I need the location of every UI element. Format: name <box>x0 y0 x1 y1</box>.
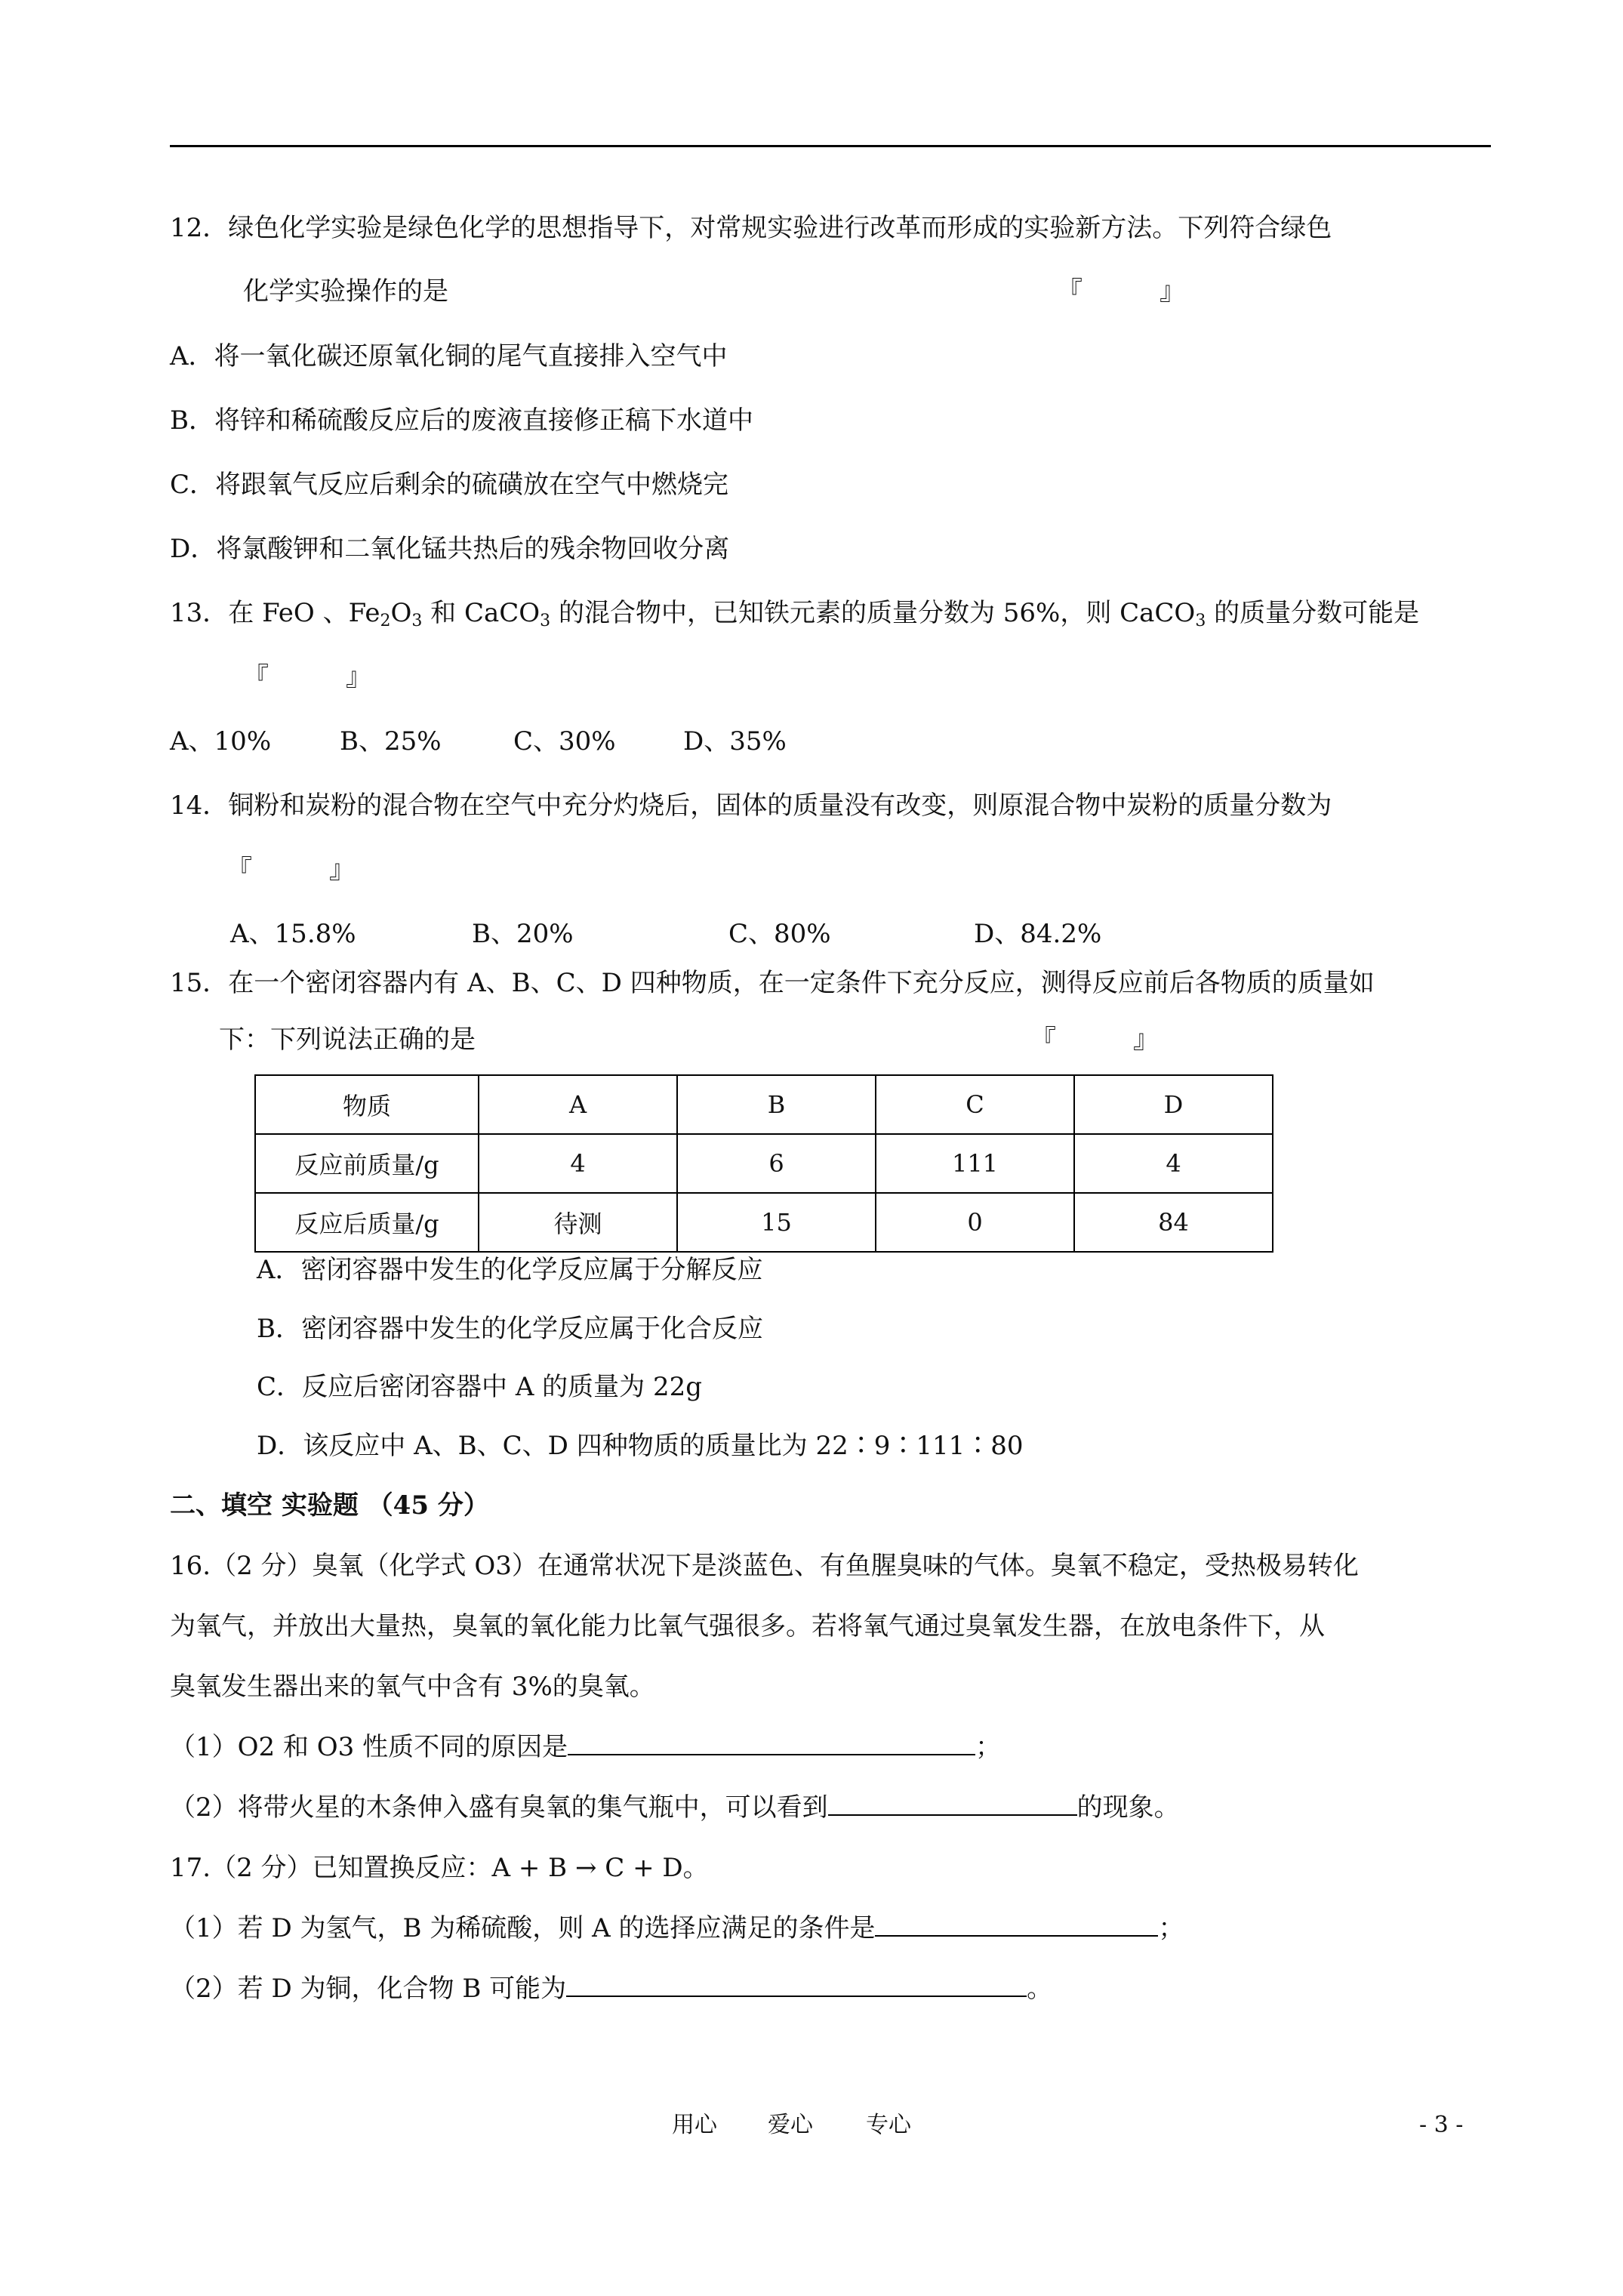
section-title: 二、填空 实验题 （45 分） <box>170 1490 489 1521</box>
q16-sub1: （1）O2 和 O3 性质不同的原因是 ； <box>170 1732 1002 1762</box>
q16-line1: 16.（2 分）臭氧（化学式 O3）在通常状况下是淡蓝色、有鱼腥臭味的气体。臭氧不稳定，受热极易转化 <box>170 1551 1359 1581</box>
table-cell: 4 <box>479 1134 677 1193</box>
q17-answer-blank-2[interactable] <box>566 1973 1027 1997</box>
footer-word-2: 爱心 <box>768 2112 813 2138</box>
q16-line2: 为氧气，并放出大量热，臭氧的氧化能力比氧气强很多。若将氧气通过臭氧发生器，在放电条件下，从 <box>170 1611 1325 1641</box>
q17-sub2: （2）若 D 为铜，化合物 B 可能为 。 <box>170 1974 1053 2004</box>
q16-sub2: （2）将带火星的木条伸入盛有臭氧的集气瓶中，可以看到 的现象。 <box>170 1792 1180 1823</box>
q12-option-d: D．将氯酸钾和二氧化锰共热后的残余物回收分离 <box>170 534 730 564</box>
footer-word-1: 用心 <box>672 2112 717 2138</box>
q15-line1: 15．在一个密闭容器内有 A、B、C、D 四种物质，在一定条件下充分反应，测得反应前后各物质的质量如 <box>170 968 1375 998</box>
q13-option-d: D、35% <box>683 726 787 757</box>
q16-line3: 臭氧发生器出来的氧气中含有 3%的臭氧。 <box>170 1672 655 1702</box>
table-cell: 84 <box>1074 1193 1273 1252</box>
table-row <box>255 1193 1273 1252</box>
q14-answer-bracket: 『 』 <box>226 855 355 885</box>
q17-answer-blank-1[interactable] <box>875 1912 1158 1937</box>
table-cell: 待测 <box>479 1193 677 1252</box>
table-header-cell: B <box>677 1075 876 1134</box>
table-header-row <box>255 1075 1273 1134</box>
q13-answer-bracket: 『 』 <box>243 662 371 692</box>
q15-option-c: C．反应后密闭容器中 A 的质量为 22g <box>257 1372 703 1402</box>
table-row <box>255 1134 1273 1193</box>
table-cell: 反应前质量/g <box>255 1134 479 1193</box>
q12-option-c: C．将跟氧气反应后剩余的硫磺放在空气中燃烧完 <box>170 470 729 500</box>
q12-line1: 12．绿色化学实验是绿色化学的思想指导下，对常规实验进行改革而形成的实验新方法。下列符合绿色 <box>170 213 1332 243</box>
table-header-cell: C <box>876 1075 1074 1134</box>
table-cell: 反应后质量/g <box>255 1193 479 1252</box>
q17-sub1: （1）若 D 为氢气，B 为稀硫酸，则 A 的选择应满足的条件是 ； <box>170 1913 1184 1943</box>
q14-option-a: A、15.8% <box>230 919 356 949</box>
q16-answer-blank-2[interactable] <box>828 1792 1077 1816</box>
q15-option-a: A．密闭容器中发生的化学反应属于分解反应 <box>257 1255 763 1285</box>
q17-line1: 17.（2 分）已知置换反应：A + B → C + D。 <box>170 1853 709 1883</box>
q12-option-a: A．将一氧化碳还原氧化铜的尾气直接排入空气中 <box>170 341 728 371</box>
table-cell: 0 <box>876 1193 1074 1252</box>
q15-option-b: B．密闭容器中发生的化学反应属于化合反应 <box>257 1314 763 1344</box>
table-cell: 111 <box>876 1134 1074 1193</box>
q13-line1: 13．在 FeO 、$Fe_2O_3$ 和 CaCO$_3$ 的混合物中，已知铁元素的质量分数为 56%，则 CaCO$_3$ 的质量分数可能是 <box>170 598 1420 630</box>
q15-line2: 下：下列说法正确的是 <box>219 1025 476 1055</box>
table-header-cell: 物质 <box>255 1075 479 1134</box>
header-rule <box>170 145 1491 147</box>
q14-line1: 14．铜粉和炭粉的混合物在空气中充分灼烧后，固体的质量没有改变，则原混合物中炭粉的质量分数为 <box>170 791 1332 821</box>
page-number: - 3 - <box>1419 2112 1464 2138</box>
q12-answer-bracket: 『 』 <box>1057 276 1185 307</box>
table-cell: 15 <box>677 1193 876 1252</box>
q13-option-a: A、10% <box>170 726 272 757</box>
q16-answer-blank-1[interactable] <box>568 1731 975 1755</box>
q12-line2: 化学实验操作的是 <box>243 276 448 307</box>
q14-option-d: D、84.2% <box>974 919 1102 949</box>
table-cell: 6 <box>677 1134 876 1193</box>
q14-option-b: B、20% <box>472 919 574 949</box>
q14-option-c: C、80% <box>728 919 831 949</box>
mass-table <box>254 1074 1273 1253</box>
table-cell: 4 <box>1074 1134 1273 1193</box>
q13-option-b: B、25% <box>340 726 442 757</box>
q15-answer-bracket: 『 』 <box>1030 1025 1159 1055</box>
table-header-cell: D <box>1074 1075 1273 1134</box>
q12-option-b: B．将锌和稀硫酸反应后的废液直接修正稿下水道中 <box>170 405 753 436</box>
q13-option-c: C、30% <box>513 726 616 757</box>
q15-option-d: D．该反应中 A、B、C、D 四种物质的质量比为 22∶9∶111∶80 <box>257 1431 1024 1461</box>
footer-word-3: 专心 <box>866 2112 911 2138</box>
table-header-cell: A <box>479 1075 677 1134</box>
